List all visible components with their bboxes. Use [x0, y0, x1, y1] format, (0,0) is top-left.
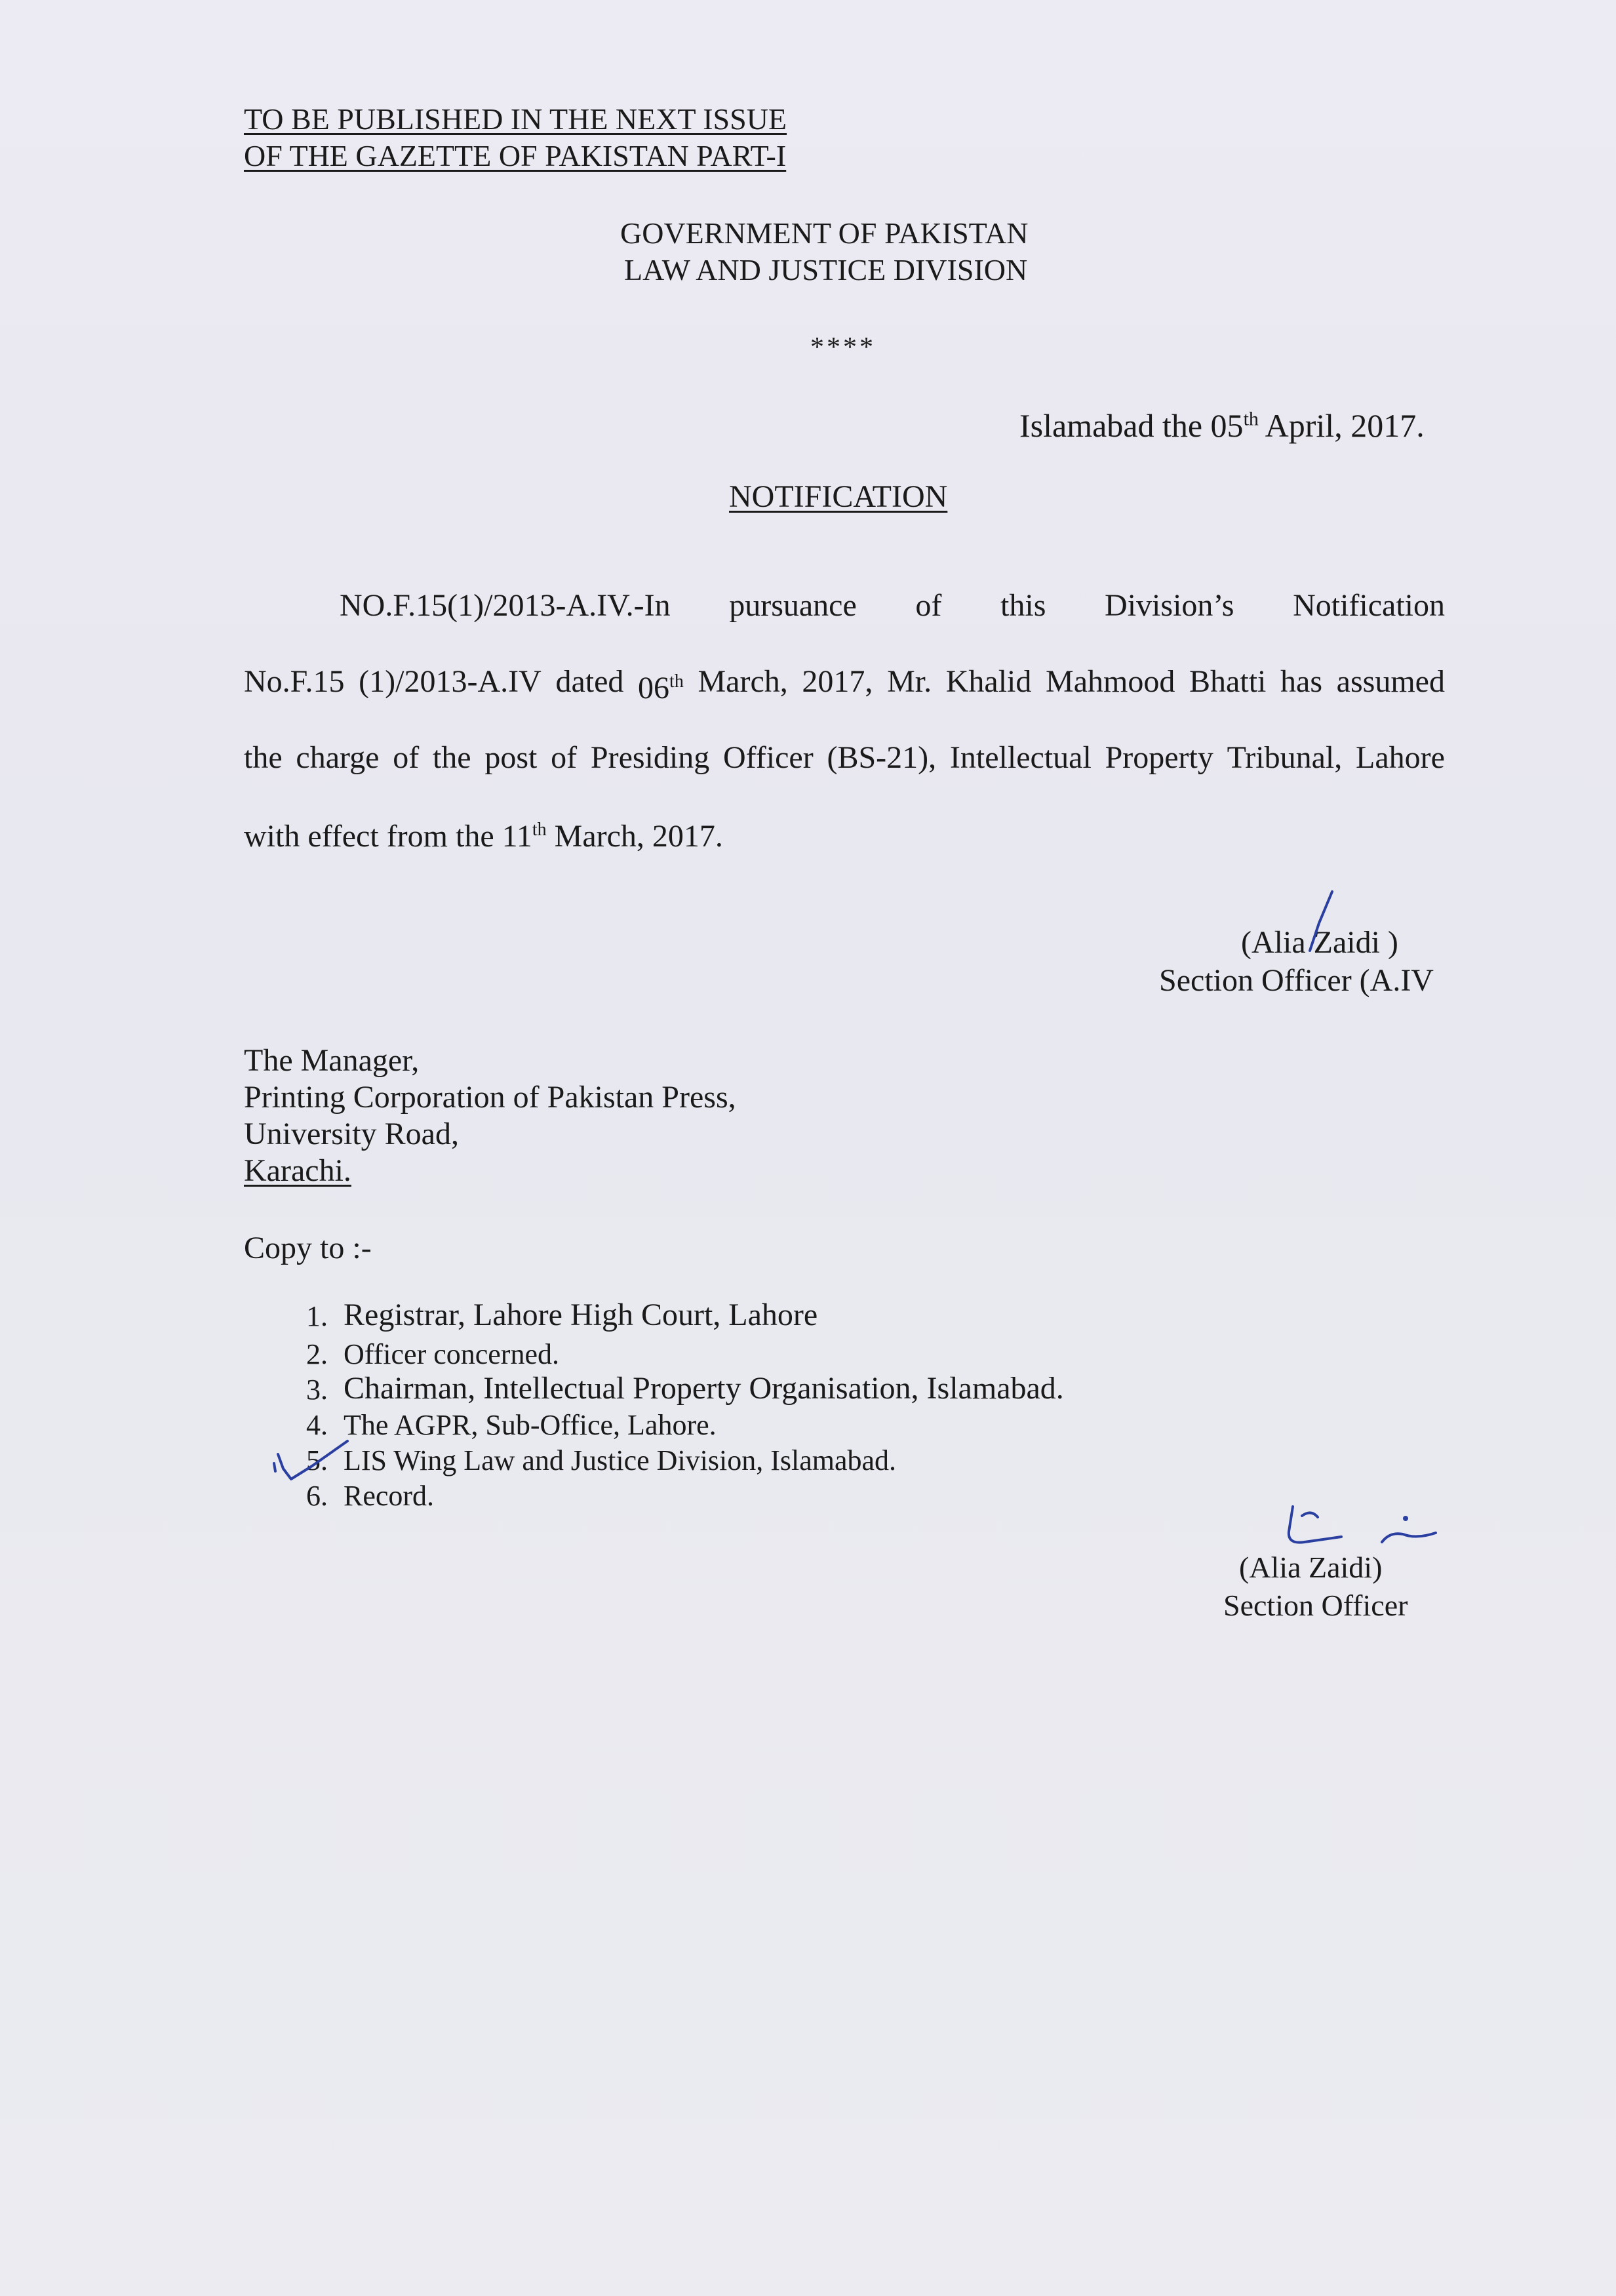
body-word: Tribunal,: [1227, 740, 1343, 775]
body-word: Presiding: [590, 740, 710, 775]
body-line-2: [244, 662, 1445, 708]
signature-dot-icon: [1403, 1516, 1408, 1521]
body-word: Officer: [723, 740, 814, 775]
body-word: of: [551, 740, 578, 775]
division-heading: LAW AND JUSTICE DIVISION: [624, 253, 1028, 287]
body-word: 2017,: [802, 664, 873, 699]
copy-item-text: The AGPR, Sub-Office, Lahore.: [344, 1409, 717, 1441]
body-word: 06th: [638, 671, 684, 705]
body-word: dated: [555, 664, 624, 699]
copy-item-text: Registrar, Lahore High Court, Lahore: [344, 1297, 818, 1332]
address-line-3: University Road,: [244, 1117, 459, 1151]
separator-stars: ****: [810, 332, 876, 363]
body-word: Notification: [1293, 588, 1445, 623]
body-word: Intellectual: [949, 740, 1092, 775]
body-word: Mr.: [887, 664, 932, 699]
body-word: Bhatti: [1189, 664, 1267, 699]
publish-notice-line-1: TO BE PUBLISHED IN THE NEXT ISSUE: [244, 102, 787, 136]
copy-item-number: 1.: [306, 1300, 328, 1332]
body-word: has: [1280, 664, 1322, 699]
copy-item-text: Chairman, Intellectual Property Organisation, Islamabad.: [344, 1371, 1064, 1406]
copy-item-text: Officer concerned.: [344, 1338, 559, 1370]
body-line-3: [244, 738, 1445, 778]
publish-notice-line-2: OF THE GAZETTE OF PAKISTAN PART-I: [244, 139, 787, 172]
body-line-4: with effect from the 11th March, 2017.: [244, 819, 723, 854]
signatory-name-2: (Alia Zaidi): [1239, 1551, 1383, 1584]
body-word: assumed: [1336, 664, 1445, 699]
body-word: No.F.15: [244, 664, 345, 699]
government-heading: GOVERNMENT OF PAKISTAN: [620, 216, 1029, 250]
body-word: Lahore: [1356, 740, 1445, 775]
signatory-designation-2: Section Officer: [1223, 1589, 1408, 1622]
body-word: this: [1000, 588, 1046, 623]
copy-item-text: LIS Wing Law and Justice Division, Islamabad.: [344, 1444, 897, 1476]
address-line-2: Printing Corporation of Pakistan Press,: [244, 1080, 736, 1115]
body-word: post: [484, 740, 538, 775]
body-word: Khalid: [945, 664, 1032, 699]
copy-item-number: 5.: [306, 1444, 328, 1476]
body-word: of: [915, 588, 942, 623]
copy-item-number: 6.: [306, 1480, 328, 1512]
body-word: NO.F.15(1)/2013-A.IV.-In: [340, 588, 671, 623]
body-word: Division’s: [1105, 588, 1234, 623]
notification-title: NOTIFICATION: [729, 479, 948, 514]
copy-item-text: Record.: [344, 1480, 435, 1512]
check-dot-icon: [274, 1463, 275, 1471]
copy-item-number: 3.: [306, 1374, 328, 1406]
body-word: March,: [698, 664, 788, 699]
body-word: (BS-21),: [827, 740, 937, 775]
body-word: the: [432, 740, 471, 775]
copy-item-number: 4.: [306, 1409, 328, 1441]
body-word: Property: [1105, 740, 1213, 775]
signatory-name: (Alia Zaidi ): [1241, 925, 1398, 960]
copy-item-number: 2.: [306, 1338, 328, 1370]
issue-date: Islamabad the 05th April, 2017.: [1019, 407, 1425, 444]
body-word: (1)/2013-A.IV: [359, 664, 542, 699]
address-line-4: Karachi.: [244, 1153, 351, 1188]
signature-initials-icon: [1289, 1507, 1436, 1543]
body-word: the: [244, 740, 283, 775]
body-line-1: [340, 586, 1445, 625]
copy-to-label: Copy to :-: [244, 1231, 372, 1265]
body-word: of: [393, 740, 420, 775]
body-word: pursuance: [729, 588, 857, 623]
address-line-1: The Manager,: [244, 1043, 420, 1078]
body-word: charge: [296, 740, 380, 775]
body-word: Mahmood: [1046, 664, 1175, 699]
signatory-designation: Section Officer (A.IV: [1159, 963, 1434, 998]
